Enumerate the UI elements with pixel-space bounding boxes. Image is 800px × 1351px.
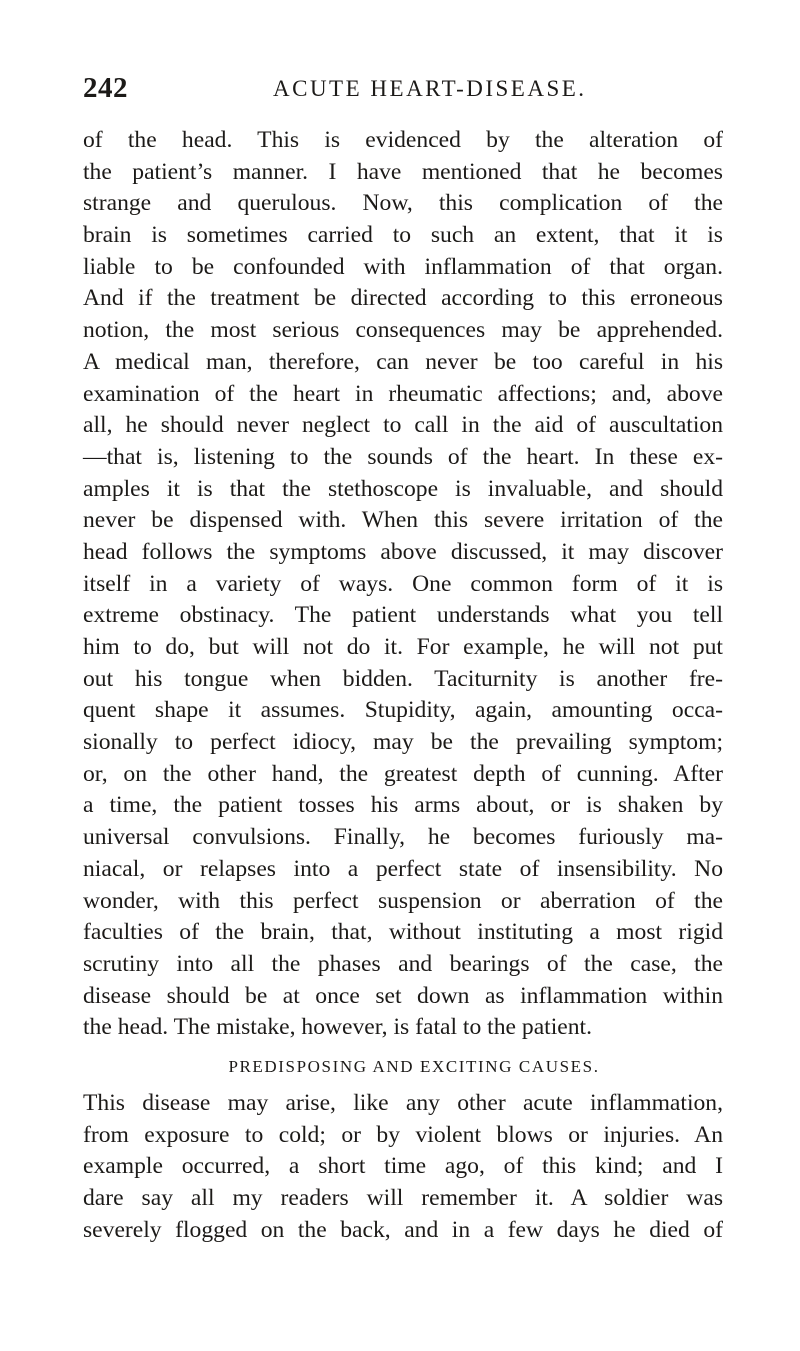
text-line: from exposure to cold; or by violent blows or injuries. An bbox=[83, 1121, 723, 1148]
running-head: ACUTE HEART-DISEASE. bbox=[273, 76, 587, 101]
text-line: scrutiny into all the phases and bearings of the case, the bbox=[83, 950, 723, 977]
text-line: brain is sometimes carried to such an extent, that it is bbox=[83, 222, 723, 249]
text-line: disease should be at once set down as inflammation within bbox=[83, 982, 723, 1009]
text-line: sionally to perfect idiocy, may be the prevailing symptom; bbox=[83, 729, 723, 756]
text-line: all, he should never neglect to call in the aid of auscultation bbox=[83, 412, 723, 439]
text-line: This disease may arise, like any other acute inflammation, bbox=[83, 1089, 723, 1116]
page-header bbox=[83, 72, 723, 112]
text-line: —that is, listening to the sounds of the heart. In these ex- bbox=[83, 443, 723, 470]
text-line: head follows the symptoms above discussed, it may discover bbox=[83, 538, 723, 565]
text-line: or, on the other hand, the greatest depth of cunning. After bbox=[83, 760, 723, 787]
text-line: strange and querulous. Now, this complication of the bbox=[83, 190, 723, 217]
text-line: And if the treatment be directed according to this erroneous bbox=[83, 285, 723, 312]
text-line: extreme obstinacy. The patient understands what you tell bbox=[83, 602, 723, 629]
text-line: out his tongue when bidden. Taciturnity is another fre- bbox=[83, 665, 723, 692]
text-line: liable to be confounded with inflammation of that organ. bbox=[83, 253, 723, 280]
text-line: the patient’s manner. I have mentioned that he becomes bbox=[83, 158, 723, 185]
text-line: example occurred, a short time ago, of this kind; and I bbox=[83, 1153, 723, 1180]
text-line: the head. The mistake, however, is fatal to the patient. bbox=[83, 1014, 592, 1041]
page-number: 242 bbox=[83, 72, 128, 104]
text-line: never be dispensed with. When this severe irritation of the bbox=[83, 507, 723, 534]
text-line: him to do, but will not do it. For example, he will not put bbox=[83, 634, 723, 660]
text-line: amples it is that the stethoscope is invaluable, and should bbox=[83, 475, 723, 502]
text-line: universal convulsions. Finally, he becomes furiously ma- bbox=[83, 824, 723, 851]
section-heading: PREDISPOSING AND EXCITING CAUSES. bbox=[228, 1056, 600, 1076]
text-line: notion, the most serious consequences may be apprehended. bbox=[83, 317, 723, 344]
paragraph-2 bbox=[83, 1088, 723, 1246]
text-line: itself in a variety of ways. One common form of it is bbox=[83, 570, 723, 597]
text-line: faculties of the brain, that, without instituting a most rigid bbox=[83, 919, 723, 946]
text-line: examination of the heart in rheumatic affections; and, above bbox=[83, 380, 723, 407]
text-line: dare say all my readers will remember it. A soldier was bbox=[83, 1185, 723, 1211]
paragraph-1 bbox=[83, 125, 723, 1044]
text-line: niacal, or relapses into a perfect state of insensibility. No bbox=[83, 855, 723, 882]
text-line: A medical man, therefore, can never be too careful in his bbox=[83, 348, 723, 375]
text-line: of the head. This is evidenced by the alteration of bbox=[83, 127, 723, 153]
body-text bbox=[83, 125, 723, 1246]
text-line: wonder, with this perfect suspension or aberration of the bbox=[83, 887, 723, 914]
text-line: severely flogged on the back, and in a few days he died of bbox=[83, 1216, 723, 1243]
text-line: quent shape it assumes. Stupidity, again, amounting occa- bbox=[83, 697, 723, 724]
text-line: a time, the patient tosses his arms about, or is shaken by bbox=[83, 792, 723, 819]
